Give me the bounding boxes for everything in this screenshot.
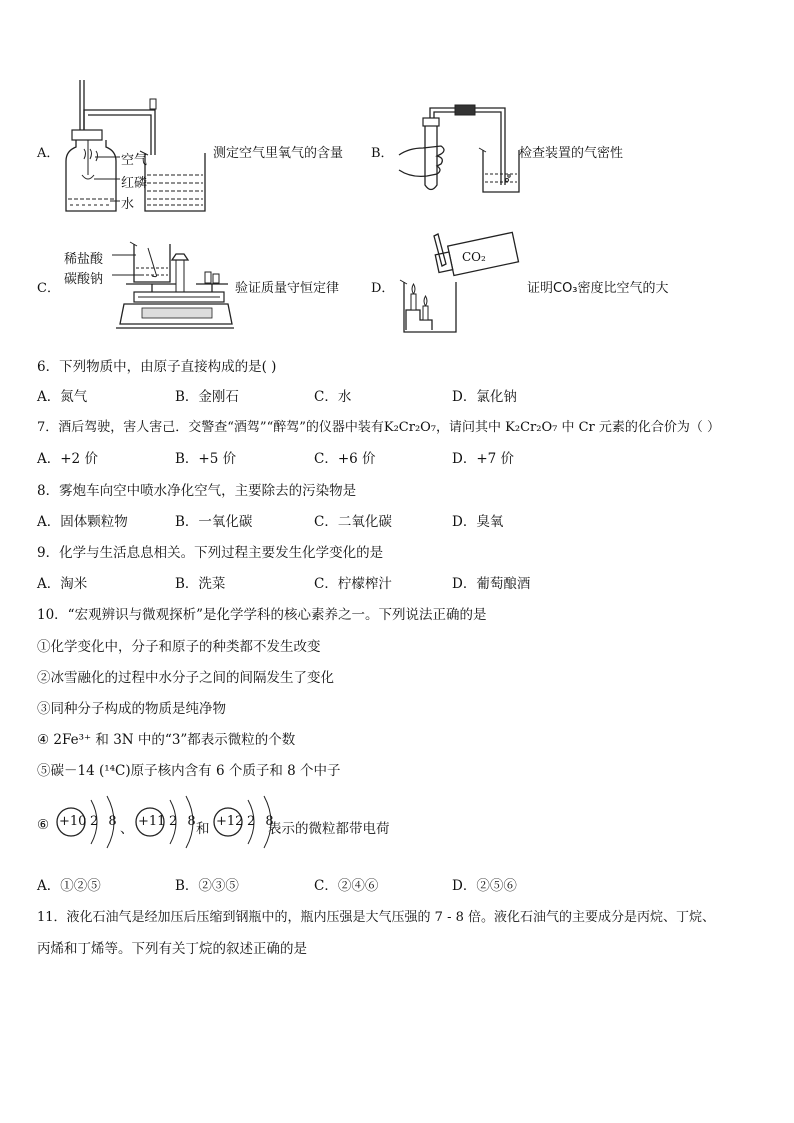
q8-option-b: B．一氧化碳 [175,514,253,530]
atom-mg-shells: 2 8 [247,814,274,829]
q11-line-1: 11．液化石油气是经加压后压缩到钢瓶中的，瓶内压强是大气压强的 7 - 8 倍。液化石油气的主要成分是丙烷、丁烷、 [37,910,716,925]
q10-statement-6-tail: 表示的微粒都带电荷 [268,821,390,837]
q7-option-d: D．+7 价 [452,451,515,467]
option-a-letter: A． [37,146,60,161]
apparatus-b-drawing [397,100,522,200]
atom-na-nucleus: +11 [138,814,166,829]
caption-d: 证明CO₃密度比空气的大 [527,281,669,296]
q8-stem: 8．雾炮车向空中喷水净化空气，主要除去的污染物是 [37,483,357,499]
balance-c-drawing [112,238,232,333]
separator-comma: 、 [120,821,134,837]
q6-option-b: B．金刚石 [175,389,239,405]
apparatus-a-drawing [60,75,210,215]
caption-c: 验证质量守恒定律 [235,281,340,296]
q10-statement-4: ④ 2Fe³⁺ 和 3N 中的“3”都表示微粒的个数 [37,732,296,748]
q7-stem: 7．酒后驾驶，害人害己．交警查“酒驾”“醉驾”的仪器中装有K₂Cr₂O₇，请问其中 K₂Cr₂O₇ 中 Cr 元素的化合价为（ ） [37,420,721,435]
q8-option-a: A．固体颗粒物 [37,514,128,530]
label-dilute-hcl: 稀盐酸 [64,252,104,267]
label-red-phosphorus: 红磷 [121,176,148,191]
q9-stem: 9．化学与生活息息相关。下列过程主要发生化学变化的是 [37,545,384,561]
q6-option-a: A．氮气 [37,389,88,405]
q10-stem: 10．“宏观辨识与微观探析”是化学学科的核心素养之一。下列说法正确的是 [37,607,487,623]
caption-b: 检查装置的气密性 [519,146,624,161]
atom-ne-nucleus: +10 [59,814,87,829]
q9-option-c: C．柠檬榨汁 [314,576,392,592]
q10-statement-3: ③同种分子构成的物质是纯净物 [37,701,226,717]
separator-and: 和 [196,821,210,837]
beaker-d-drawing [398,232,523,337]
q10-option-d: D．②⑤⑥ [452,878,517,894]
atom-na-shells: 2 8 [169,814,196,829]
option-d-letter: D． [371,281,395,296]
option-b-letter: B． [371,146,394,161]
q9-option-a: A．淘米 [37,576,88,592]
q10-option-a: A．①②⑤ [37,878,101,894]
q8-option-d: D．臭氧 [452,514,504,530]
q7-option-c: C．+6 价 [314,451,376,467]
q10-option-c: C．②④⑥ [314,878,379,894]
q11-line-2: 丙烯和丁烯等。下列有关丁烷的叙述正确的是 [37,941,307,957]
option-c-letter: C． [37,281,60,296]
q10-statement-5: ⑤碳－14 (¹⁴C)原子核内含有 6 个质子和 8 个中子 [37,763,341,779]
q7-option-b: B．+5 价 [175,451,237,467]
label-sodium-carbonate: 碳酸钠 [64,272,104,287]
bottle-label: CO₂ [462,250,486,264]
atom-mg-nucleus: +12 [216,814,244,829]
q7-option-a: A．+2 价 [37,451,98,467]
q6-stem: 6．下列物质中，由原子直接构成的是( ) [37,359,277,375]
q10-option-b: B．②③⑤ [175,878,239,894]
q10-statement-2: ②冰雪融化的过程中水分子之间的间隔发生了变化 [37,670,334,686]
label-water: 水 [121,197,135,212]
label-air: 空气 [121,153,148,168]
q6-option-d: D．氯化钠 [452,389,517,405]
q6-option-c: C．水 [314,389,352,405]
atom-structure-ne [55,790,125,850]
q10-statement-6-marker: ⑥ [37,817,50,833]
q9-option-d: D．葡萄酿酒 [452,576,531,592]
atom-ne-shells: 2 8 [90,814,117,829]
q9-option-b: B．洗菜 [175,576,226,592]
caption-a: 测定空气里氧气的含量 [213,146,344,161]
q8-option-c: C．二氧化碳 [314,514,392,530]
atom-structure-na [134,790,204,850]
q10-statement-1: ①化学变化中，分子和原子的种类都不发生改变 [37,639,321,655]
